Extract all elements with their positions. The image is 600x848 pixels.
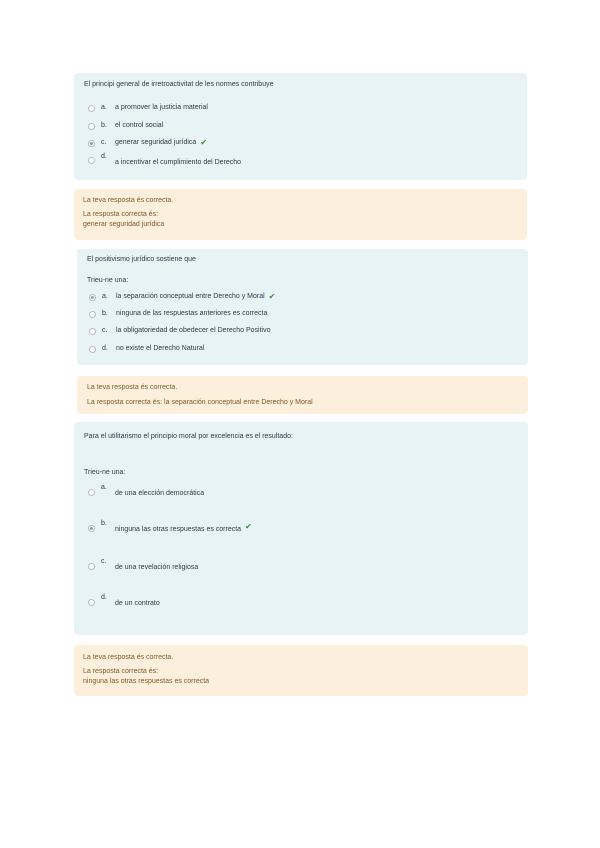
question-1 <box>74 73 527 180</box>
question-text: Para el utilitarismo el principio moral por excelencia es el resultado: <box>84 433 293 440</box>
radio-button[interactable] <box>89 328 96 335</box>
option-d[interactable]: d. de un contrato <box>88 597 160 609</box>
radio-button[interactable] <box>88 105 95 112</box>
option-c[interactable]: c. generar seguridad jurídica ✔ <box>88 138 207 148</box>
feedback-1 <box>74 189 527 240</box>
option-a[interactable]: a. de una elección democrática <box>88 487 204 499</box>
radio-button-selected[interactable] <box>88 525 95 532</box>
question-2 <box>77 249 528 365</box>
correct-check-icon: ✔ <box>245 522 252 531</box>
radio-button[interactable] <box>88 157 95 164</box>
option-d[interactable]: d. no existe el Derecho Natural <box>89 344 204 354</box>
question-text: El principi general de irretroactivitat de les normes contribuye <box>84 81 274 88</box>
correct-answer-label: La resposta correcta és: <box>83 668 159 675</box>
radio-button-selected[interactable] <box>89 294 96 301</box>
option-a[interactable]: a. a promover la justicia material <box>88 103 208 113</box>
choose-one-prompt: Trieu-ne una: <box>84 469 126 476</box>
feedback-status: La teva resposta és correcta. <box>83 654 174 661</box>
feedback-status: La teva resposta és correcta. <box>83 197 174 204</box>
feedback-2 <box>77 376 528 414</box>
radio-button[interactable] <box>89 311 96 318</box>
radio-button[interactable] <box>88 563 95 570</box>
correct-answer: ninguna las otras respuestas es correcta <box>83 678 210 685</box>
radio-button-selected[interactable] <box>88 140 95 147</box>
correct-check-icon: ✔ <box>200 138 208 147</box>
option-b[interactable]: b. el control social <box>88 121 163 131</box>
radio-button[interactable] <box>88 599 95 606</box>
feedback-status: La teva resposta és correcta. <box>87 384 178 391</box>
option-c[interactable]: c. la obligatoriedad de obedecer el Derecho Positivo <box>89 326 271 336</box>
option-d[interactable]: d. a incentivar el cumplimiento del Derecho <box>88 155 241 168</box>
correct-answer-label: La resposta correcta és: <box>83 211 159 218</box>
correct-answer: la separación conceptual entre Derecho y Moral <box>164 399 313 406</box>
question-text: El positivismo jurídico sostiene que <box>87 256 196 263</box>
option-a[interactable]: a. la separación conceptual entre Derecho y Moral ✔ <box>89 292 275 302</box>
feedback-3 <box>74 645 528 696</box>
option-b[interactable]: b. ninguna las otras respuestas es correcta ✔ <box>88 523 252 535</box>
option-b[interactable]: b. ninguna de las respuestas anteriores es correcta <box>89 309 267 319</box>
correct-answer-line <box>87 398 313 408</box>
question-3 <box>74 422 528 635</box>
correct-check-icon: ✔ <box>268 292 276 301</box>
choose-one-prompt: Trieu-ne una: <box>87 277 129 284</box>
correct-answer: generar seguridad jurídica <box>83 221 165 228</box>
option-c[interactable]: c. de una revelación religiosa <box>88 561 198 573</box>
radio-button[interactable] <box>88 123 95 130</box>
radio-button[interactable] <box>89 346 96 353</box>
radio-button[interactable] <box>88 489 95 496</box>
correct-answer-label: La resposta correcta és: <box>87 399 163 406</box>
